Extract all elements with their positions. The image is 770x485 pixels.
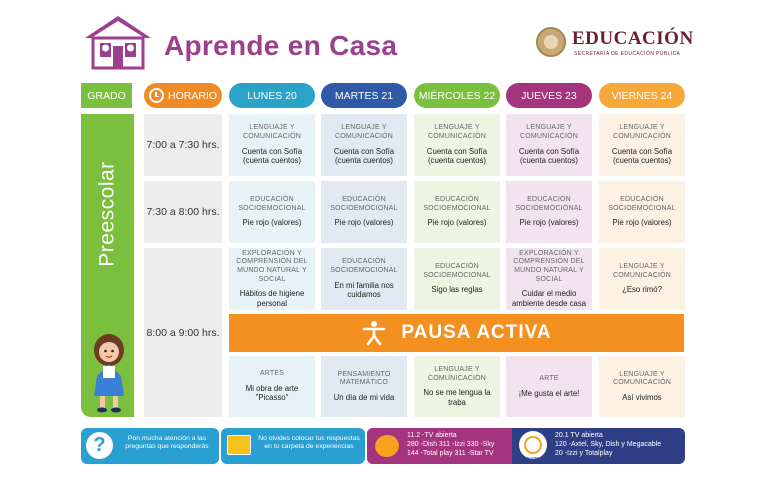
schedule-cell [229, 356, 315, 417]
activity-label: Cuenta con Sofía (cuenta cuentos) [426, 146, 488, 166]
schedule-cell [506, 114, 592, 176]
page-title: Aprende en Casa [164, 30, 398, 61]
subject-label: ARTE [539, 374, 559, 382]
subject-label: EDUCACIÓN SOCIOEMOCIONAL [330, 258, 398, 274]
subject-label: LENGUAJE Y COMUNICACIÓN [334, 124, 393, 140]
schedule-cell [414, 248, 500, 310]
subject-label: LENGUAJE Y COMUNICACIÓN [519, 124, 578, 140]
schedule-cell [599, 356, 685, 417]
day-header: JUEVES 23 [506, 83, 592, 108]
tip-text: Pon mucha atención a las preguntas que responderás [125, 435, 209, 451]
activity-label: Pie rojo (valores) [334, 218, 394, 228]
activity-label: ¿Eso rimó? [622, 285, 662, 295]
schedule-cell [414, 356, 500, 417]
stretching-person-icon [361, 320, 387, 346]
subject-label: LENGUAJE Y COMUNICACIÓN [612, 124, 671, 140]
schedule-cell [321, 356, 407, 417]
time-slot: 7:30 a 8:00 hrs. [144, 181, 222, 243]
activity-label: Mi obra de arte "Picasso" [245, 383, 299, 403]
activity-label: En mi familia nos cuidamos [334, 280, 394, 300]
time-slot: 7:00 a 7:30 hrs. [144, 114, 222, 176]
sep-logo-name: EDUCACIÓN [572, 28, 694, 49]
activity-label: Pie rojo (valores) [519, 218, 579, 228]
horario-header [144, 83, 222, 108]
activity-label: Hábitos de higiene personal [239, 289, 305, 308]
subject-label: ARTES [259, 370, 285, 378]
schedule-cell [321, 248, 407, 310]
subject-label: EDUCACIÓN SOCIOEMOCIONAL [423, 196, 491, 212]
subject-label: LENGUAJE Y COMUNICACIÓN [612, 263, 671, 279]
pausa-activa-banner [229, 314, 684, 352]
day-header: MIÉRCOLES 22 [414, 83, 500, 108]
subject-label: EXPLORACIÓN Y COMPRENSIÓN DEL MUNDO NATURAL Y SOCIAL [513, 249, 585, 283]
schedule-cell [599, 181, 685, 243]
activity-label: Cuenta con Sofía (cuenta cuentos) [241, 146, 303, 166]
activity-label: Cuidar el medio ambiente desde casa [511, 289, 587, 308]
sep-emblem-icon [536, 27, 566, 57]
schedule-cell [321, 181, 407, 243]
schedule-cell [321, 114, 407, 176]
tip-text: No olvides colocar tus respuestas en tu carpeta de experiencias [258, 435, 360, 451]
activity-label: Cuenta con Sofía (cuenta cuentos) [518, 146, 580, 166]
schedule-cell [229, 181, 315, 243]
horario-label: HORARIO [167, 89, 217, 102]
activity-label: Cuenta con Sofía (cuenta cuentos) [333, 146, 395, 166]
day-header: LUNES 20 [229, 83, 315, 108]
schedule-cell [599, 114, 685, 176]
footer-channels: 11.2 -TV abierta 280 -Dish 311 -Izzi 330 -Sky 144 -Total play 311 -Star TV tv unam 20.1 TV abierta 120 -Axtel, Sky, Dish y Megacable 20 -Izzi y Totalplay [367, 428, 685, 464]
subject-label: LENGUAJE Y COMUNICACIÓN [242, 124, 301, 140]
schedule-cell [414, 114, 500, 176]
house-logo-icon [83, 14, 153, 70]
activity-label: No se me lengua la traba [423, 388, 491, 407]
activity-label: Pie rojo (valores) [242, 218, 302, 228]
activity-label: Sigo las reglas [431, 285, 483, 295]
folder-icon [227, 435, 251, 455]
footer-tip-folder [221, 428, 365, 464]
schedule-cell [229, 248, 315, 310]
grade-label: Preescolar [95, 161, 119, 267]
subject-label: EDUCACIÓN SOCIOEMOCIONAL [515, 196, 583, 212]
footer-tip-questions [81, 428, 219, 464]
time-slot: 8:00 a 9:00 hrs. [144, 248, 222, 417]
schedule-cell [506, 248, 592, 310]
schedule-cell [599, 248, 685, 310]
subject-label: EDUCACIÓN SOCIOEMOCIONAL [330, 196, 398, 212]
subject-label: EXPLORACIÓN Y COMPRENSIÓN DEL MUNDO NATURAL Y SOCIAL [236, 249, 308, 283]
pausa-activa-label: PAUSA ACTIVA [401, 322, 552, 343]
activity-label: ¡Me gusta el arte! [518, 388, 580, 398]
sep-logo-subtitle: SECRETARÍA DE EDUCACIÓN PÚBLICA [574, 51, 681, 57]
day-header: VIERNES 24 [599, 83, 685, 108]
channel-list-unam: 20.1 TV abierta 120 -Axtel, Sky, Dish y Megacable 20 -Izzi y Totalplay [555, 432, 662, 457]
channel-list-once: 11.2 -TV abierta 280 -Dish 311 -Izzi 330 -Sky 144 -Total play 311 -Star TV [407, 432, 495, 457]
subject-label: LENGUAJE Y COMUNICACIÓN [427, 365, 486, 382]
schedule-sheet [70, 0, 700, 485]
subject-label: PENSAMIENTO MATEMÁTICO [337, 370, 391, 387]
subject-label: LENGUAJE Y COMUNICACIÓN [612, 370, 671, 387]
girl-illustration-icon [88, 330, 130, 414]
schedule-cell [506, 356, 592, 417]
day-header: MARTES 21 [321, 83, 407, 108]
subject-label: EDUCACIÓN SOCIOEMOCIONAL [608, 196, 676, 212]
subject-label: LENGUAJE Y COMUNICACIÓN [427, 124, 486, 140]
tv-unam-logo-icon [519, 431, 547, 459]
activity-label: Cuenta con Sofía (cuenta cuentos) [611, 146, 673, 166]
schedule-cell [506, 181, 592, 243]
activity-label: Así vivimos [622, 392, 662, 402]
activity-label: Un día de mi vida [333, 392, 395, 402]
clock-icon [149, 88, 164, 103]
schedule-cell [229, 114, 315, 176]
activity-label: Pie rojo (valores) [612, 218, 672, 228]
grado-header: GRADO [81, 83, 132, 108]
schedule-cell [414, 181, 500, 243]
activity-label: Pie rojo (valores) [427, 218, 487, 228]
question-mark-icon: ? [86, 432, 113, 459]
subject-label: EDUCACIÓN SOCIOEMOCIONAL [423, 263, 491, 279]
subject-label: EDUCACIÓN SOCIOEMOCIONAL [238, 196, 306, 212]
